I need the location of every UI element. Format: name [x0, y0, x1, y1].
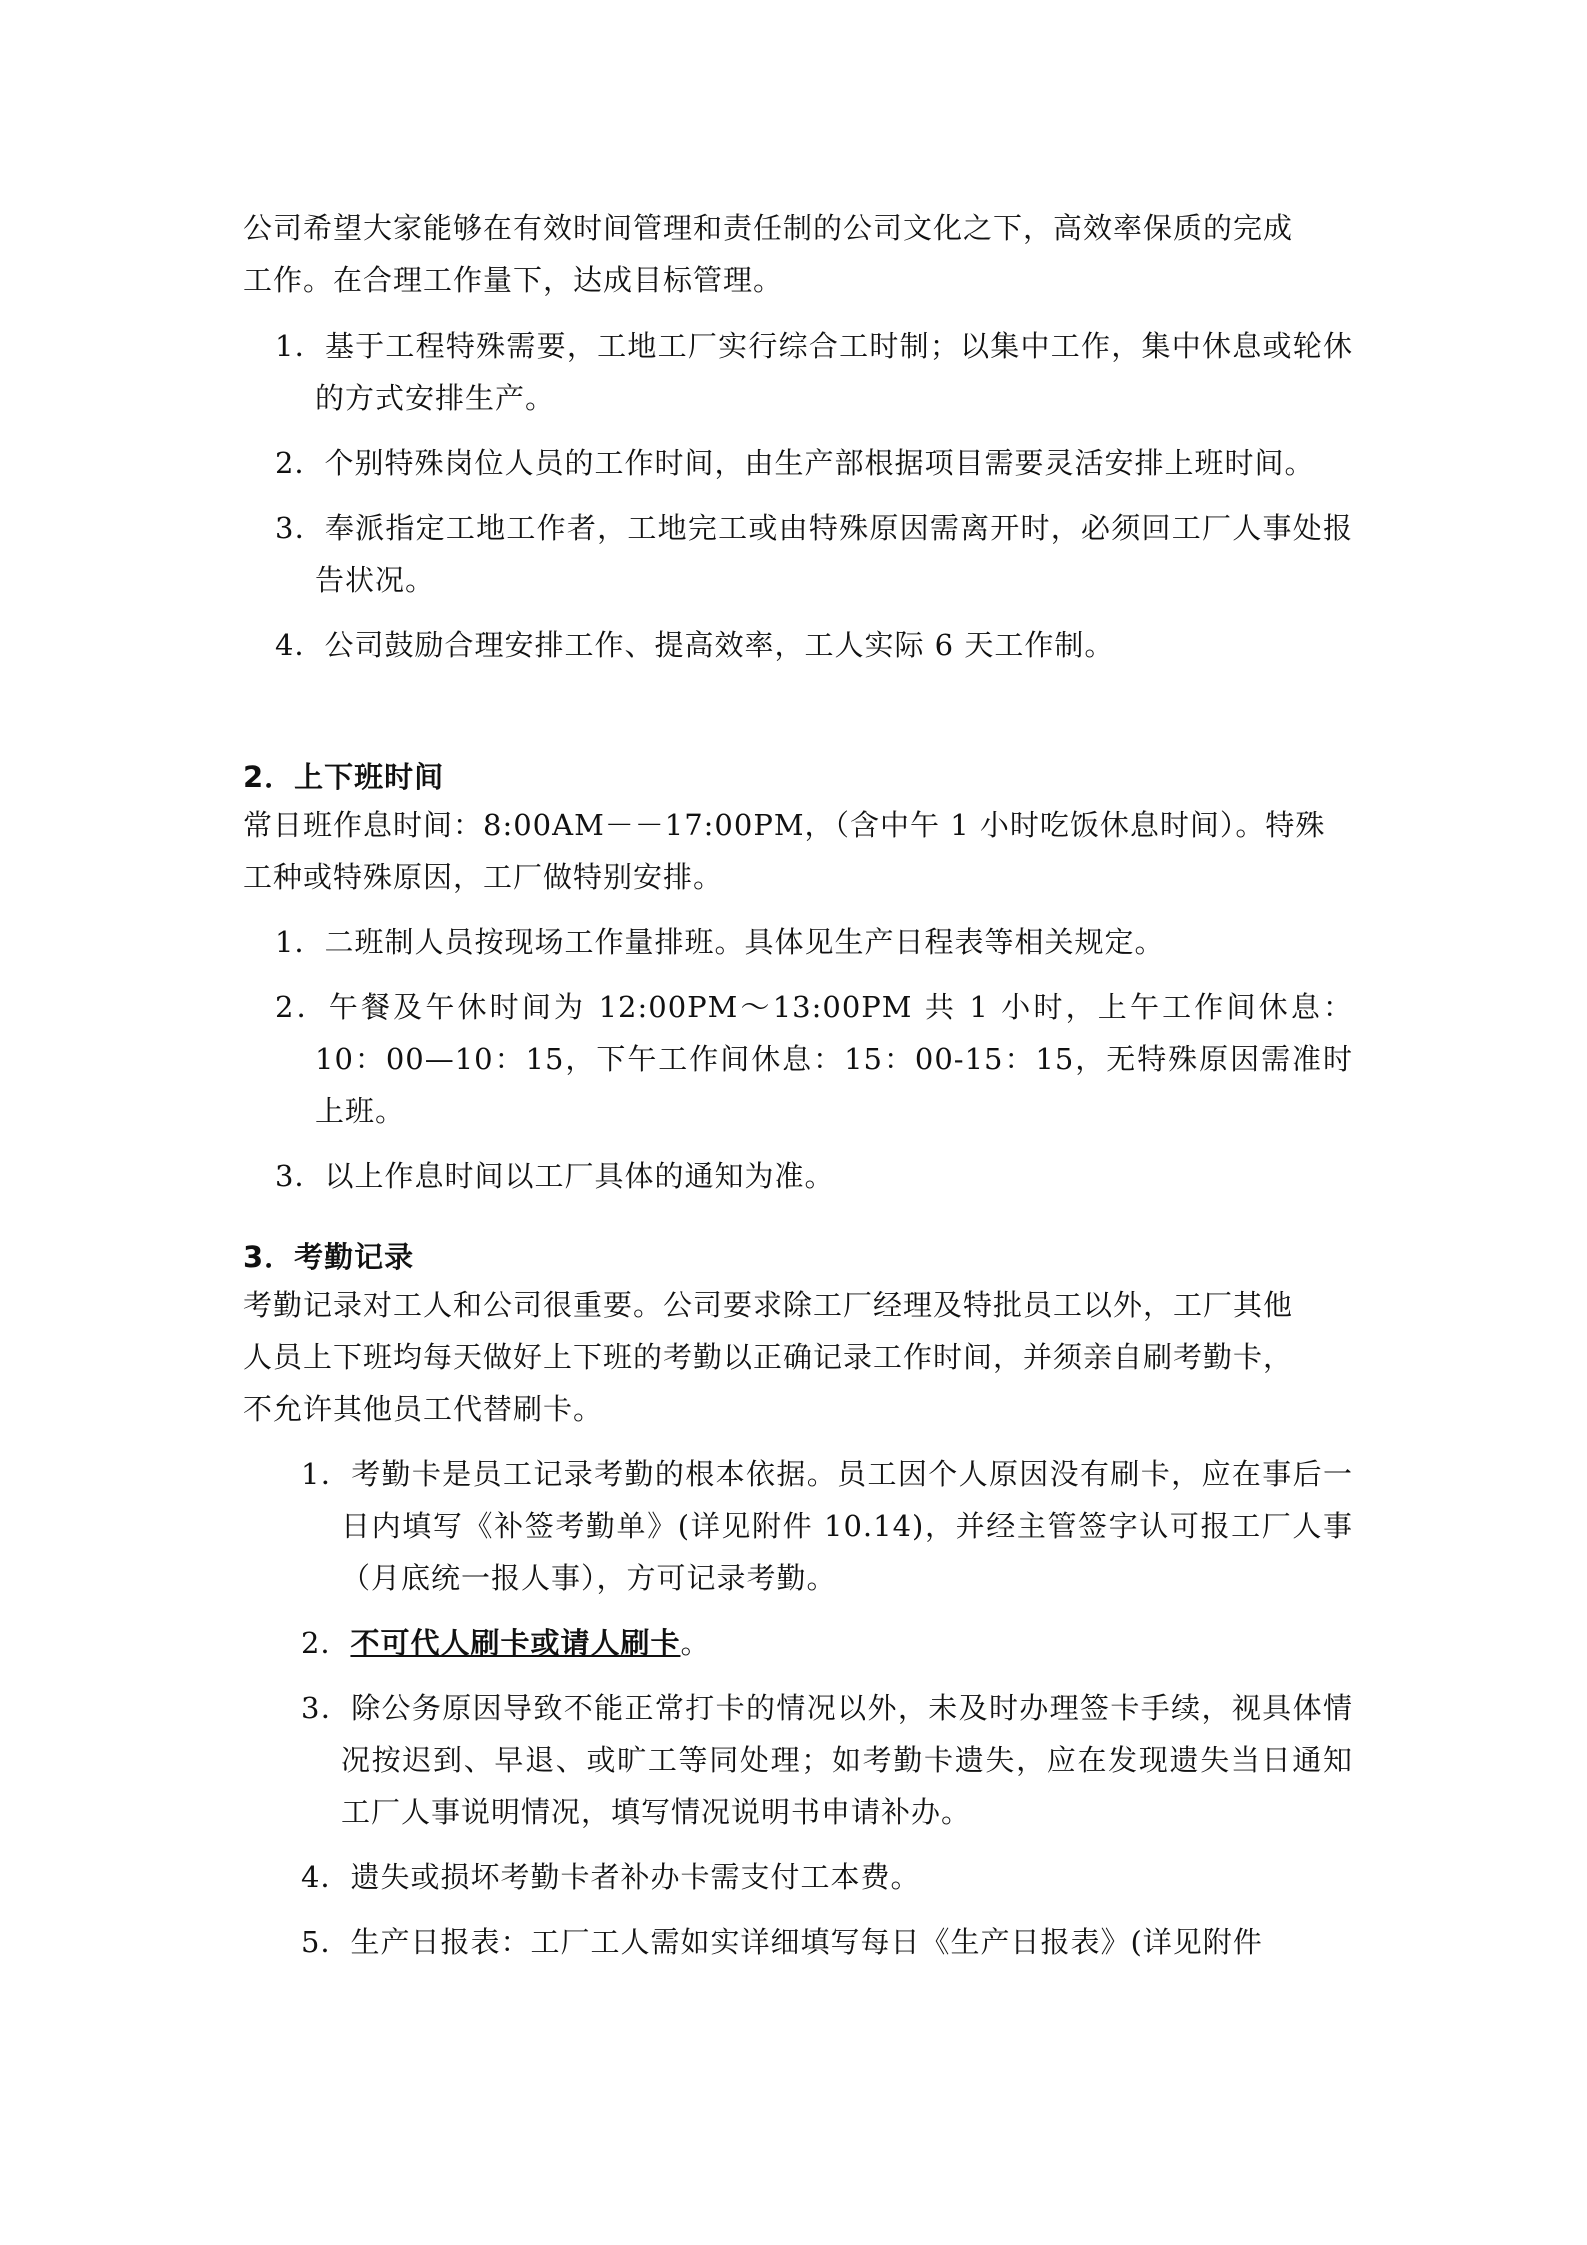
list-item [243, 1617, 1353, 1669]
intro-line-1: 公司希望大家能够在有效时间管理和责任制的公司文化之下，高效率保质的完成 [243, 211, 1294, 245]
list-item: 4．遗失或损坏考勤卡者补办卡需支付工本费。 [301, 1860, 921, 1894]
list-item: 5．生产日报表：工厂工人需如实详细填写每日《生产日报表》(详见附件 [301, 1925, 1263, 1959]
list-item: 2．个别特殊岗位人员的工作时间，由生产部根据项目需要灵活安排上班时间。 [275, 446, 1315, 480]
section-2-intro-line-1: 常日班作息时间：8:00AM－－17:00PM，（含中午 1 小时吃饭休息时间）。特殊 [243, 808, 1326, 842]
underlined-rule: 不可代人刷卡或请人刷卡 [350, 1626, 681, 1660]
list-item: 2．午餐及午休时间为 12:00PM～13:00PM 共 1 小时，上午工作间休息：10：00—10：15，下午工作间休息：15：00-15：15，无特殊原因需准时上班。 [275, 990, 1353, 1128]
section-1-list [243, 320, 1353, 671]
section-2-intro-line-2: 工种或特殊原因，工厂做特别安排。 [243, 860, 724, 894]
list-item: 1．基于工程特殊需要，工地工厂实行综合工时制；以集中工作，集中休息或轮休的方式安排生产。 [275, 329, 1353, 415]
section-3-heading: 3．考勤记录 [243, 1240, 415, 1274]
list-item: 3．奉派指定工地工作者，工地完工或由特殊原因需离开时，必须回工厂人事处报告状况。 [275, 511, 1353, 597]
list-item: 3．以上作息时间以工厂具体的通知为准。 [275, 1159, 835, 1193]
list-item: 1．二班制人员按现场工作量排班。具体见生产日程表等相关规定。 [275, 925, 1165, 959]
section-2-heading: 2．上下班时间 [243, 760, 445, 794]
list-item: 3．除公务原因导致不能正常打卡的情况以外，未及时办理签卡手续，视具体情况按迟到、早退、或旷工等同处理；如考勤卡遗失，应在发现遗失当日通知工厂人事说明情况，填写情况说明书申请补办。 [301, 1691, 1353, 1829]
list-item: 4．公司鼓励合理安排工作、提高效率，工人实际 6 天工作制。 [275, 628, 1115, 662]
intro-block [243, 202, 1353, 306]
section-3-intro-line-2: 人员上下班均每天做好上下班的考勤以正确记录工作时间，并须亲自刷考勤卡， [243, 1340, 1294, 1374]
item-number: 2． [301, 1626, 351, 1660]
section-3-intro-line-1: 考勤记录对工人和公司很重要。公司要求除工厂经理及特批员工以外，工厂其他 [243, 1288, 1294, 1322]
section-3 [243, 1235, 1353, 1968]
intro-line-2: 工作。在合理工作量下，达成目标管理。 [243, 263, 784, 297]
section-2 [243, 755, 1353, 1202]
list-item: 1．考勤卡是员工记录考勤的根本依据。员工因个人原因没有刷卡，应在事后一日内填写《补签考勤单》(详见附件 10.14)，并经主管签字认可报工厂人事（月底统一报人事），方可记录考勤。 [301, 1457, 1353, 1595]
section-3-intro-line-3: 不允许其他员工代替刷卡。 [243, 1392, 604, 1426]
item-punctuation: 。 [680, 1626, 711, 1660]
